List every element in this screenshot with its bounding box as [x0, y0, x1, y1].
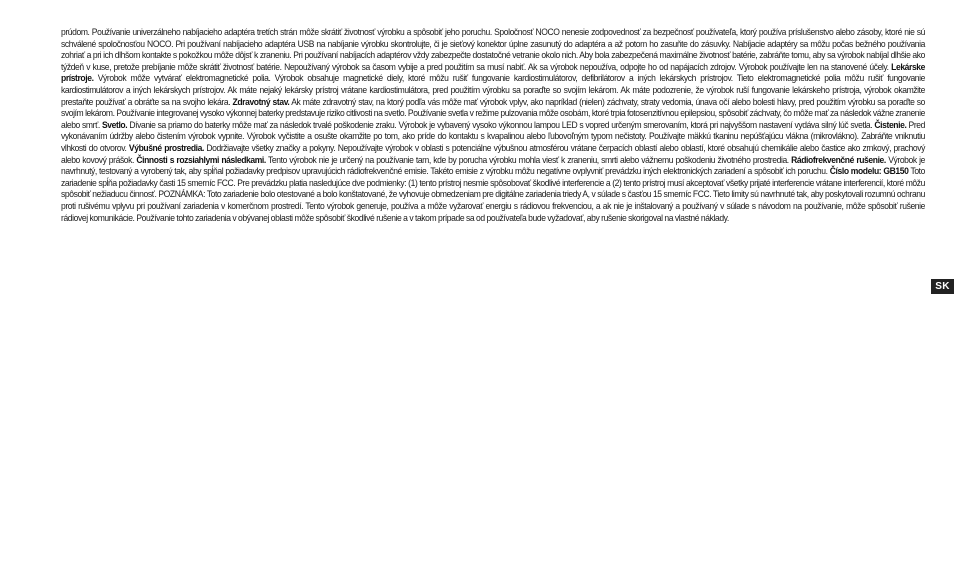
safety-body-text [61, 27, 925, 224]
body-run: Toto zariadenie spĺňa požiadavky časti 15 smerníc FCC. Pre prevádzku platia nasledujúce dve podmienky: (1) tento prístroj nesmie spôsobovať škodlivé interferencie a (2) tento prístroj musí akceptovať všetky prijaté interferencie vrátane interferencií, ktoré môžu spôsobiť nežiaducu činnosť. POZNÁMKA: Toto zariadenie bolo otestované a bolo konštatované, že vyhovuje obmedzeniam pre digitálne zariadenia triedy A, v súlade s časťou 15 smerníc FCC. Tieto limity sú navrhnuté tak, aby poskytovali rozumnú ochranu proti rušivému vplyvu pri používaní zariadenia v komerčnom prostredí. Tento výrobok generuje, používa a môže vyžarovať energiu s rádiovou frekvenciou, a ak nie je inštalovaný a používaný v súlade s návodom na používanie, môže spôsobiť rušenie rádiovej komunikácie. Používanie tohto zariadenia v obývanej oblasti môže spôsobiť škodlivé rušenie a v takom prípade sa od používateľa bude vyžadovať, aby rušenie skorigoval na vlastné náklady. [61, 166, 925, 224]
body-run: prúdom. Používanie univerzálneho nabíjacieho adaptéra tretích strán môže skrátiť životnosť výrobku a spôsobiť jeho poruchu. Spoločnosť NOCO nenesie zodpovednosť za bezpečnosť používateľa, ktorý používa príslušenstvo alebo zásoby, ktoré nie sú schválené spoločnosťou NOCO. Pri používaní nabíjacieho adaptéra USB na nabíjanie výrobku skontrolujte, či je sieťový konektor úplne zasunutý do adaptéra a až potom ho zasuňte do zásuvky. Nabíjacie adaptéry sa môžu počas bežného používania zohriať a pri ich dlhšom kontakte s pokožkou môže dôjsť k zraneniu. Pri používaní nabíjacích adaptérov vždy zabezpečte dostatočné vetranie okolo nich. Aby bola zabezpečená maximálne životnosť batérie, zabráňte tomu, aby sa výrobok nabíjal dlhšie ako týždeň v kuse, pretože prebíjanie môže skrátiť životnosť batérie. Nepoužívaný výrobok sa časom vybije a pred použitím sa musí nabiť. Ak sa výrobok nepoužíva, odpojte ho od napájacích zdrojov. Výrobok používajte len na stanovené účely. [61, 27, 925, 73]
body-run: Ak máte zdravotný stav, na ktorý podľa vás môže mať výrobok vplyv, ako napríklad (nielen) záchvaty, straty vedomia, únava očí alebo bolesti hlavy, pred použitím výrobku sa poraďte so svojím lekárom. Používanie integrovanej vysoko výkonnej baterky predstavuje riziko citlivosti na svetlo. Používanie svetla v režime pulzovania môže osobám, ktoré trpia fotosenzitívnou epilepsiou, spôsobiť záchvaty, čo môže mať za následok vážne zranenie alebo smrť. [61, 96, 926, 131]
section-heading: Zdravotný stav. [232, 96, 290, 108]
section-heading: Svetlo. [102, 119, 128, 131]
language-tab: SK [931, 279, 954, 294]
section-heading: Rádiofrekvenčné rušenie. [791, 154, 886, 166]
body-run: Dívanie sa priamo do baterky môže mať za následok trvalé poškodenie zraku. Výrobok je vybavený vysoko výkonnou lampou LED s vopred určeným smerovaním, ktorá pri najvyššom nastavení vydáva silný lúč svetla. [127, 119, 875, 131]
section-heading: Číslo modelu: GB150 [829, 166, 909, 178]
section-heading: Činnosti s rozsiahlymi následkami. [136, 154, 266, 166]
body-run: Výrobok môže vytvárať elektromagnetické polia. Výrobok obsahuje magnetické diely, ktoré môžu rušiť fungovanie kardiostimulátorov, defibrilátorov a iných lekárskych prístrojov. Tieto elektromagnetické polia môžu rušiť fungovanie kardiostimulátorov a iných lekárskych prístrojov. Ak máte nejaký lekársky prístroj vrátane kardiostimulátora, pred použitím výrobku sa poraďte so svojím lekárom. Ak máte podozrenie, že výrobok ruší fungovanie lekárskeho prístroja, výrobok okamžite prestaňte používať a obráťte sa na svojho lekára. [61, 73, 925, 108]
body-run: Pred vykonávaním údržby alebo čistením výrobok vypnite. Výrobok vyčistite a osušte okamžite po tom, ako príde do kontaktu s kvapalinou alebo ľubovoľným typom nečistoty. Používajte mäkkú tkaninu nepúšťajúcu vlákna (mikrovlákno). Zabráňte vniknutiu vlhkosti do otvorov. [61, 119, 925, 154]
section-heading: Výbušné prostredia. [128, 142, 204, 154]
body-run: Dodržiavajte všetky značky a pokyny. Nepoužívajte výrobok v oblasti s potenciálne výbušnou atmosférou vrátane čerpacích oblastí alebo oblastí, ktoré obsahujú chemikálie alebo častice ako zrnkový, prachový alebo kovový prášok. [61, 142, 925, 166]
body-run: Výrobok je navrhnutý, testovaný a vyrobený tak, aby spĺňal požiadavky predpisov upravujúcich rádiofrekvenčné emisie. Takéto emisie z výrobku môžu negatívne ovplyvniť prevádzku iných elektronických zariadení a spôsobiť ich poruchu. [61, 154, 925, 178]
section-heading: Lekárske prístroje. [61, 61, 925, 85]
section-heading: Čistenie. [874, 119, 907, 131]
body-run: Tento výrobok nie je určený na používanie tam, kde by porucha výrobku mohla viesť k zraneniu, smrti alebo vážnemu poškodeniu životného prostredia. [265, 154, 792, 166]
